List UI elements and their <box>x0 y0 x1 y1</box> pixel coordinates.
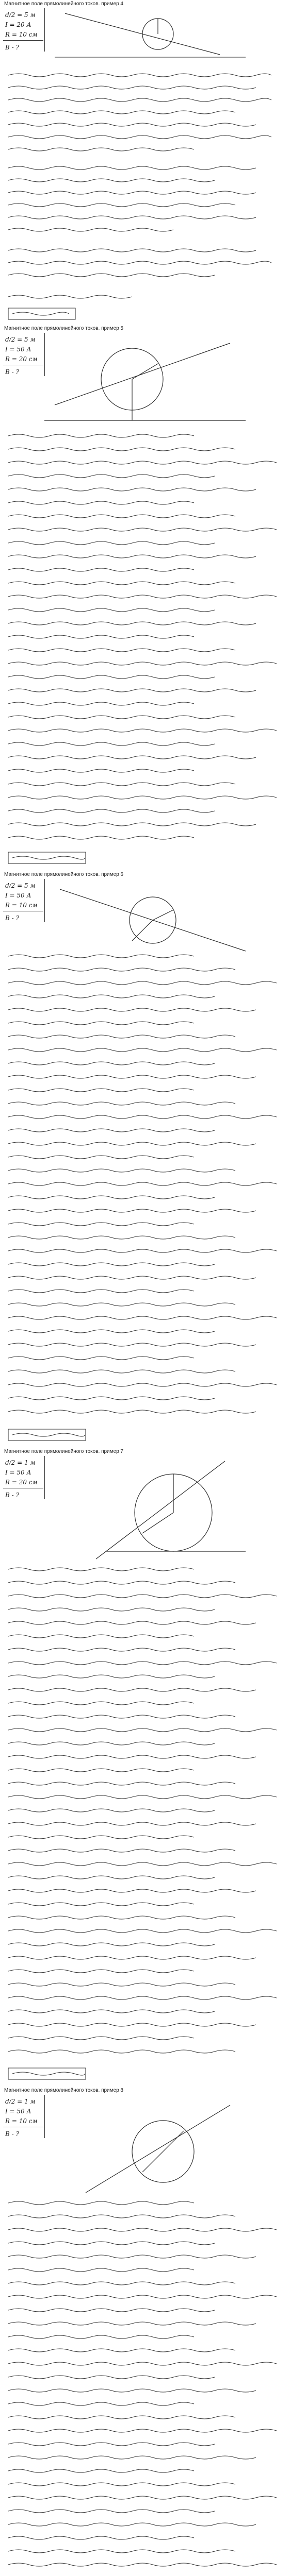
handwriting-line <box>8 1849 235 1852</box>
handwriting-line <box>8 2242 215 2245</box>
handwriting-line <box>8 1809 215 1812</box>
handwriting-line <box>8 1983 235 1986</box>
handwriting-line <box>8 1169 235 1172</box>
handwriting-line <box>8 1129 215 1132</box>
handwriting-line <box>8 2523 256 2526</box>
handwriting-line <box>8 1142 256 1145</box>
solution-drawing <box>3 8 285 324</box>
example-section <box>0 1448 290 2087</box>
handwriting-line <box>8 2268 194 2272</box>
handwriting-line <box>8 756 256 759</box>
handwriting-line <box>8 1635 194 1638</box>
handwriting-line <box>8 2389 256 2392</box>
handwriting-line <box>8 2322 256 2325</box>
handwriting-line <box>8 1008 256 1011</box>
given-line: d/2 = 1 м <box>5 1459 36 1466</box>
handwriting-line <box>8 448 235 451</box>
handwriting-line <box>8 2335 194 2338</box>
example-section <box>0 2087 290 2576</box>
handwriting-line <box>8 1876 215 1879</box>
handwriting-line <box>8 836 194 839</box>
handwriting-line <box>8 2536 194 2539</box>
handwriting-line <box>8 1196 215 1199</box>
handwriting-line <box>8 2201 194 2205</box>
handwriting-line <box>8 1290 194 1293</box>
handwriting-line <box>8 2496 277 2499</box>
handwriting-line <box>8 1276 256 1279</box>
handwriting-line <box>8 823 256 826</box>
handwriting-line <box>8 809 215 812</box>
handwriting-line <box>8 488 256 491</box>
given-line: R = 20 см <box>5 355 38 363</box>
handwriting-line <box>8 1568 194 1571</box>
solution-drawing <box>3 879 285 1446</box>
handwriting-line <box>8 1648 235 1651</box>
handwriting-line <box>8 2563 277 2566</box>
handwriting-line <box>8 2228 277 2231</box>
handwritten-solution <box>3 879 285 1446</box>
handwriting-line <box>8 1263 215 1266</box>
handwriting-line <box>8 1383 277 1386</box>
handwriting-line <box>8 608 215 612</box>
given-line: d/2 = 5 м <box>5 336 36 343</box>
handwriting-line <box>8 968 235 971</box>
handwriting-line <box>8 2309 215 2312</box>
given-line: d/2 = 5 м <box>5 882 36 889</box>
handwriting-line <box>8 2282 235 2285</box>
handwriting-line <box>8 1889 256 1892</box>
handwriting-line <box>8 515 235 518</box>
solution-drawing <box>3 333 285 869</box>
handwriting-line <box>8 461 277 464</box>
handwritten-solution <box>3 333 285 869</box>
solution-drawing <box>3 1456 285 2084</box>
handwriting-line <box>8 1397 215 1400</box>
handwriting-line <box>8 541 215 545</box>
handwriting-line <box>8 689 256 692</box>
handwriting-line <box>8 1357 194 1360</box>
handwriting-line <box>8 1209 256 1212</box>
handwriting-line <box>8 1343 256 1346</box>
given-line: B - ? <box>5 914 19 922</box>
given-line: R = 10 см <box>5 31 38 38</box>
handwriting-line <box>8 1608 215 1611</box>
example-section <box>0 0 290 325</box>
handwriting-line <box>8 582 235 585</box>
handwriting-line <box>8 1996 277 1999</box>
handwriting-line <box>8 2483 235 2486</box>
given-line: B - ? <box>5 44 19 51</box>
handwriting-line <box>8 1370 235 1373</box>
handwriting-line <box>8 796 277 799</box>
handwriting-line <box>8 1062 215 1065</box>
handwriting-line <box>8 769 194 772</box>
handwriting-line <box>8 1303 235 1306</box>
handwriting-line <box>8 568 194 571</box>
handwriting-line <box>8 783 235 786</box>
given-line: d/2 = 5 м <box>5 11 36 19</box>
handwriting-line <box>8 1715 235 1718</box>
handwriting-line <box>8 622 256 625</box>
given-line: B - ? <box>5 1492 19 1499</box>
handwriting-line <box>8 2362 277 2365</box>
handwriting-line <box>8 1236 235 1239</box>
given-line: I = 20 А <box>5 21 31 28</box>
handwriting-line <box>8 2295 277 2298</box>
handwriting-line <box>8 1102 235 1105</box>
example-section <box>0 871 290 1448</box>
example-section <box>0 325 290 871</box>
handwriting-line <box>8 1822 256 1825</box>
handwriting-line <box>8 1048 277 1052</box>
handwriting-line <box>8 2023 256 2026</box>
handwriting-line <box>8 635 194 638</box>
handwriting-line <box>8 1903 194 1906</box>
handwriting-line <box>8 1075 256 1078</box>
handwritten-solution <box>3 2095 285 2576</box>
handwriting-line <box>8 955 194 958</box>
handwriting-line <box>8 2050 235 2053</box>
handwriting-line <box>8 995 215 998</box>
handwriting-line <box>8 2416 235 2419</box>
handwriting-line <box>8 1675 215 1678</box>
handwriting-line <box>8 1182 277 1185</box>
handwritten-solution <box>3 1456 285 2084</box>
section-header: Магнитное поле прямолинейного токов. пример 8 <box>4 2088 123 2093</box>
handwriting-line <box>8 2550 235 2553</box>
handwriting-line <box>8 1782 235 1785</box>
handwriting-line <box>8 1916 235 1919</box>
handwritten-solution <box>3 8 285 324</box>
section-header: Магнитное поле прямолинейного токов. пример 7 <box>4 1449 123 1454</box>
solution-drawing <box>3 2095 285 2576</box>
handwriting-line <box>8 1330 215 1333</box>
handwriting-line <box>8 2215 235 2218</box>
given-line: d/2 = 1 м <box>5 2098 36 2105</box>
handwriting-line <box>8 501 194 504</box>
handwriting-line <box>8 2510 215 2513</box>
handwriting-line <box>8 662 277 665</box>
handwriting-line <box>8 474 215 478</box>
handwriting-line <box>8 2349 235 2352</box>
handwriting-line <box>8 2429 277 2432</box>
handwriting-line <box>8 1249 277 1252</box>
section-header: Магнитное поле прямолинейного токов. пример 6 <box>4 872 123 877</box>
given-line: I = 50 А <box>5 346 31 353</box>
handwriting-line <box>8 2402 194 2405</box>
handwriting-line <box>8 1702 194 1705</box>
handwriting-line <box>8 1022 194 1025</box>
given-line: B - ? <box>5 2130 19 2138</box>
given-line: B - ? <box>5 368 19 376</box>
handwriting-line <box>8 1662 277 1665</box>
handwriting-line <box>8 1410 256 1413</box>
handwriting-line <box>8 2037 194 2040</box>
handwriting-line <box>8 1929 277 1933</box>
handwriting-line <box>8 981 277 985</box>
given-line: I = 50 А <box>5 2108 31 2115</box>
section-header: Магнитное поле прямолинейного токов. пример 5 <box>4 326 123 331</box>
handwriting-line <box>8 1943 215 1946</box>
handwriting-line <box>8 2255 256 2258</box>
handwriting-line <box>8 2443 215 2446</box>
handwriting-line <box>8 1688 256 1691</box>
handwriting-line <box>8 1621 256 1624</box>
handwriting-line <box>8 1956 256 1959</box>
handwriting-line <box>8 729 277 732</box>
handwriting-line <box>8 1316 277 1319</box>
given-line: R = 20 см <box>5 1479 38 1486</box>
handwriting-line <box>8 1223 194 1226</box>
handwriting-line <box>8 1769 194 1772</box>
handwriting-line <box>8 555 256 558</box>
handwriting-line <box>8 1970 194 1973</box>
handwriting-line <box>8 1089 194 1092</box>
given-line: R = 10 см <box>5 2117 38 2125</box>
given-line: R = 10 см <box>5 902 38 909</box>
handwriting-line <box>8 1728 277 1732</box>
handwriting-line <box>8 1595 277 1598</box>
handwriting-line <box>8 434 194 437</box>
handwriting-line <box>8 649 235 652</box>
handwriting-line <box>8 2469 194 2472</box>
handwriting-line <box>8 716 235 719</box>
handwriting-line <box>8 1115 277 1118</box>
handwriting-line <box>8 2456 256 2459</box>
handwriting-line <box>8 595 277 598</box>
handwriting-line <box>8 1862 277 1866</box>
section-header: Магнитное поле прямолинейного токов. пример 4 <box>4 1 123 7</box>
handwriting-line <box>8 675 215 679</box>
given-line: I = 50 А <box>5 1469 31 1476</box>
handwriting-line <box>8 1836 194 1839</box>
handwriting-line <box>8 742 215 745</box>
handwriting-line <box>8 2376 215 2379</box>
handwriting-line <box>8 1035 235 1038</box>
handwriting-line <box>8 1581 235 1584</box>
given-line: I = 50 А <box>5 892 31 899</box>
handwriting-line <box>8 1795 277 1799</box>
handwriting-line <box>8 702 194 705</box>
handwriting-line <box>8 528 277 531</box>
handwriting-line <box>8 1156 194 1159</box>
handwriting-line <box>8 1755 256 1758</box>
handwriting-line <box>8 1742 215 1745</box>
handwriting-line <box>8 2010 215 2013</box>
